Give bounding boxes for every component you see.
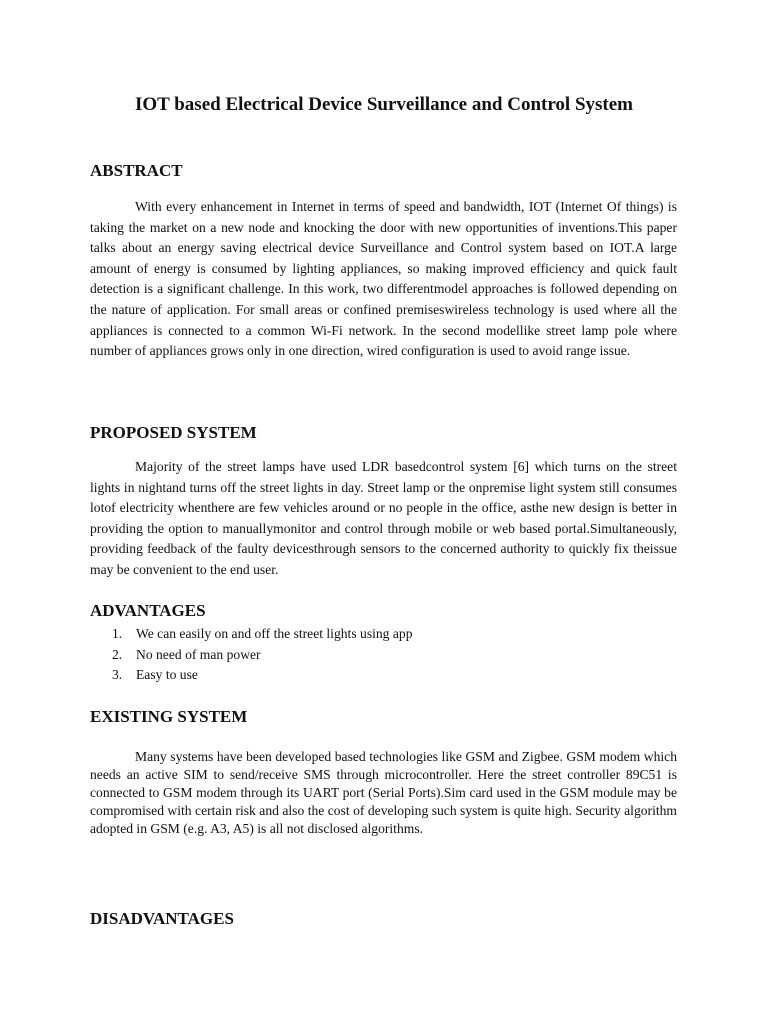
list-item xyxy=(90,645,413,666)
list-item xyxy=(90,665,413,686)
list-item-text: No need of man power xyxy=(136,646,261,662)
list-item-text: We can easily on and off the street lights using app xyxy=(136,626,413,641)
abstract-heading: ABSTRACT xyxy=(90,161,183,180)
disadvantages-heading: DISADVANTAGES xyxy=(90,909,234,928)
abstract-paragraph: With every enhancement in Internet in terms of speed and bandwidth, IOT (Internet Of things) is taking the market on a new node and knocking the door with new opportunities of inventions.This paper talks about an energy saving electrical device Surveillance and Control system based on IOT.A large amount of energy is consumed by lighting appliances, so making improved efficiency and quick fault detection is a significant challenge. In this work, two differentmodel approaches is followed depending on the nature of application. For small areas or confined premiseswireless technology is used where all the appliances is connected to a common Wi-Fi network. In the second modellike street lamp pole where number of appliances grows only in one direction, wired configuration is used to avoid range issue. xyxy=(90,199,677,359)
advantages-list xyxy=(90,624,413,686)
advantages-heading: ADVANTAGES xyxy=(90,601,206,620)
list-item xyxy=(90,624,413,645)
existing-system-paragraph: Many systems have been developed based technologies like GSM and Zigbee. GSM modem which needs an active SIM to send/receive SMS through microcontroller. Here the street controller 89C51 is connected to GSM modem through its UART port (Serial Ports).Sim card used in the GSM module may be compromised with certain risk and also the cost of developing such system is quite high. Security algorithm adopted in GSM (e.g. A3, A5) is all not disclosed algorithms. xyxy=(90,749,677,836)
existing-system-heading: EXISTING SYSTEM xyxy=(90,707,248,726)
list-item-number: 3. xyxy=(112,667,123,682)
proposed-system-paragraph: Majority of the street lamps have used LDR basedcontrol system [6] which turns on the street lights in nightand turns off the street lights in day. Street lamp or the onpremise light system still consumes lotof electricity whenthere are few vehicles around or no people in the office, asthe new design is better in providing the option to manuallymonitor and control through mobile or web based portal.Simultaneously, providing feedback of the faulty devicesthrough sensors to the concerned authority to quickly fix theissue may be convenient to the end user. xyxy=(90,459,677,577)
proposed-system-heading: PROPOSED SYSTEM xyxy=(90,423,257,442)
list-item-number: 2. xyxy=(112,646,123,662)
list-item-number: 1. xyxy=(112,626,123,641)
document-title: IOT based Electrical Device Surveillance and Control System xyxy=(134,94,634,115)
list-item-text: Easy to use xyxy=(136,667,198,682)
